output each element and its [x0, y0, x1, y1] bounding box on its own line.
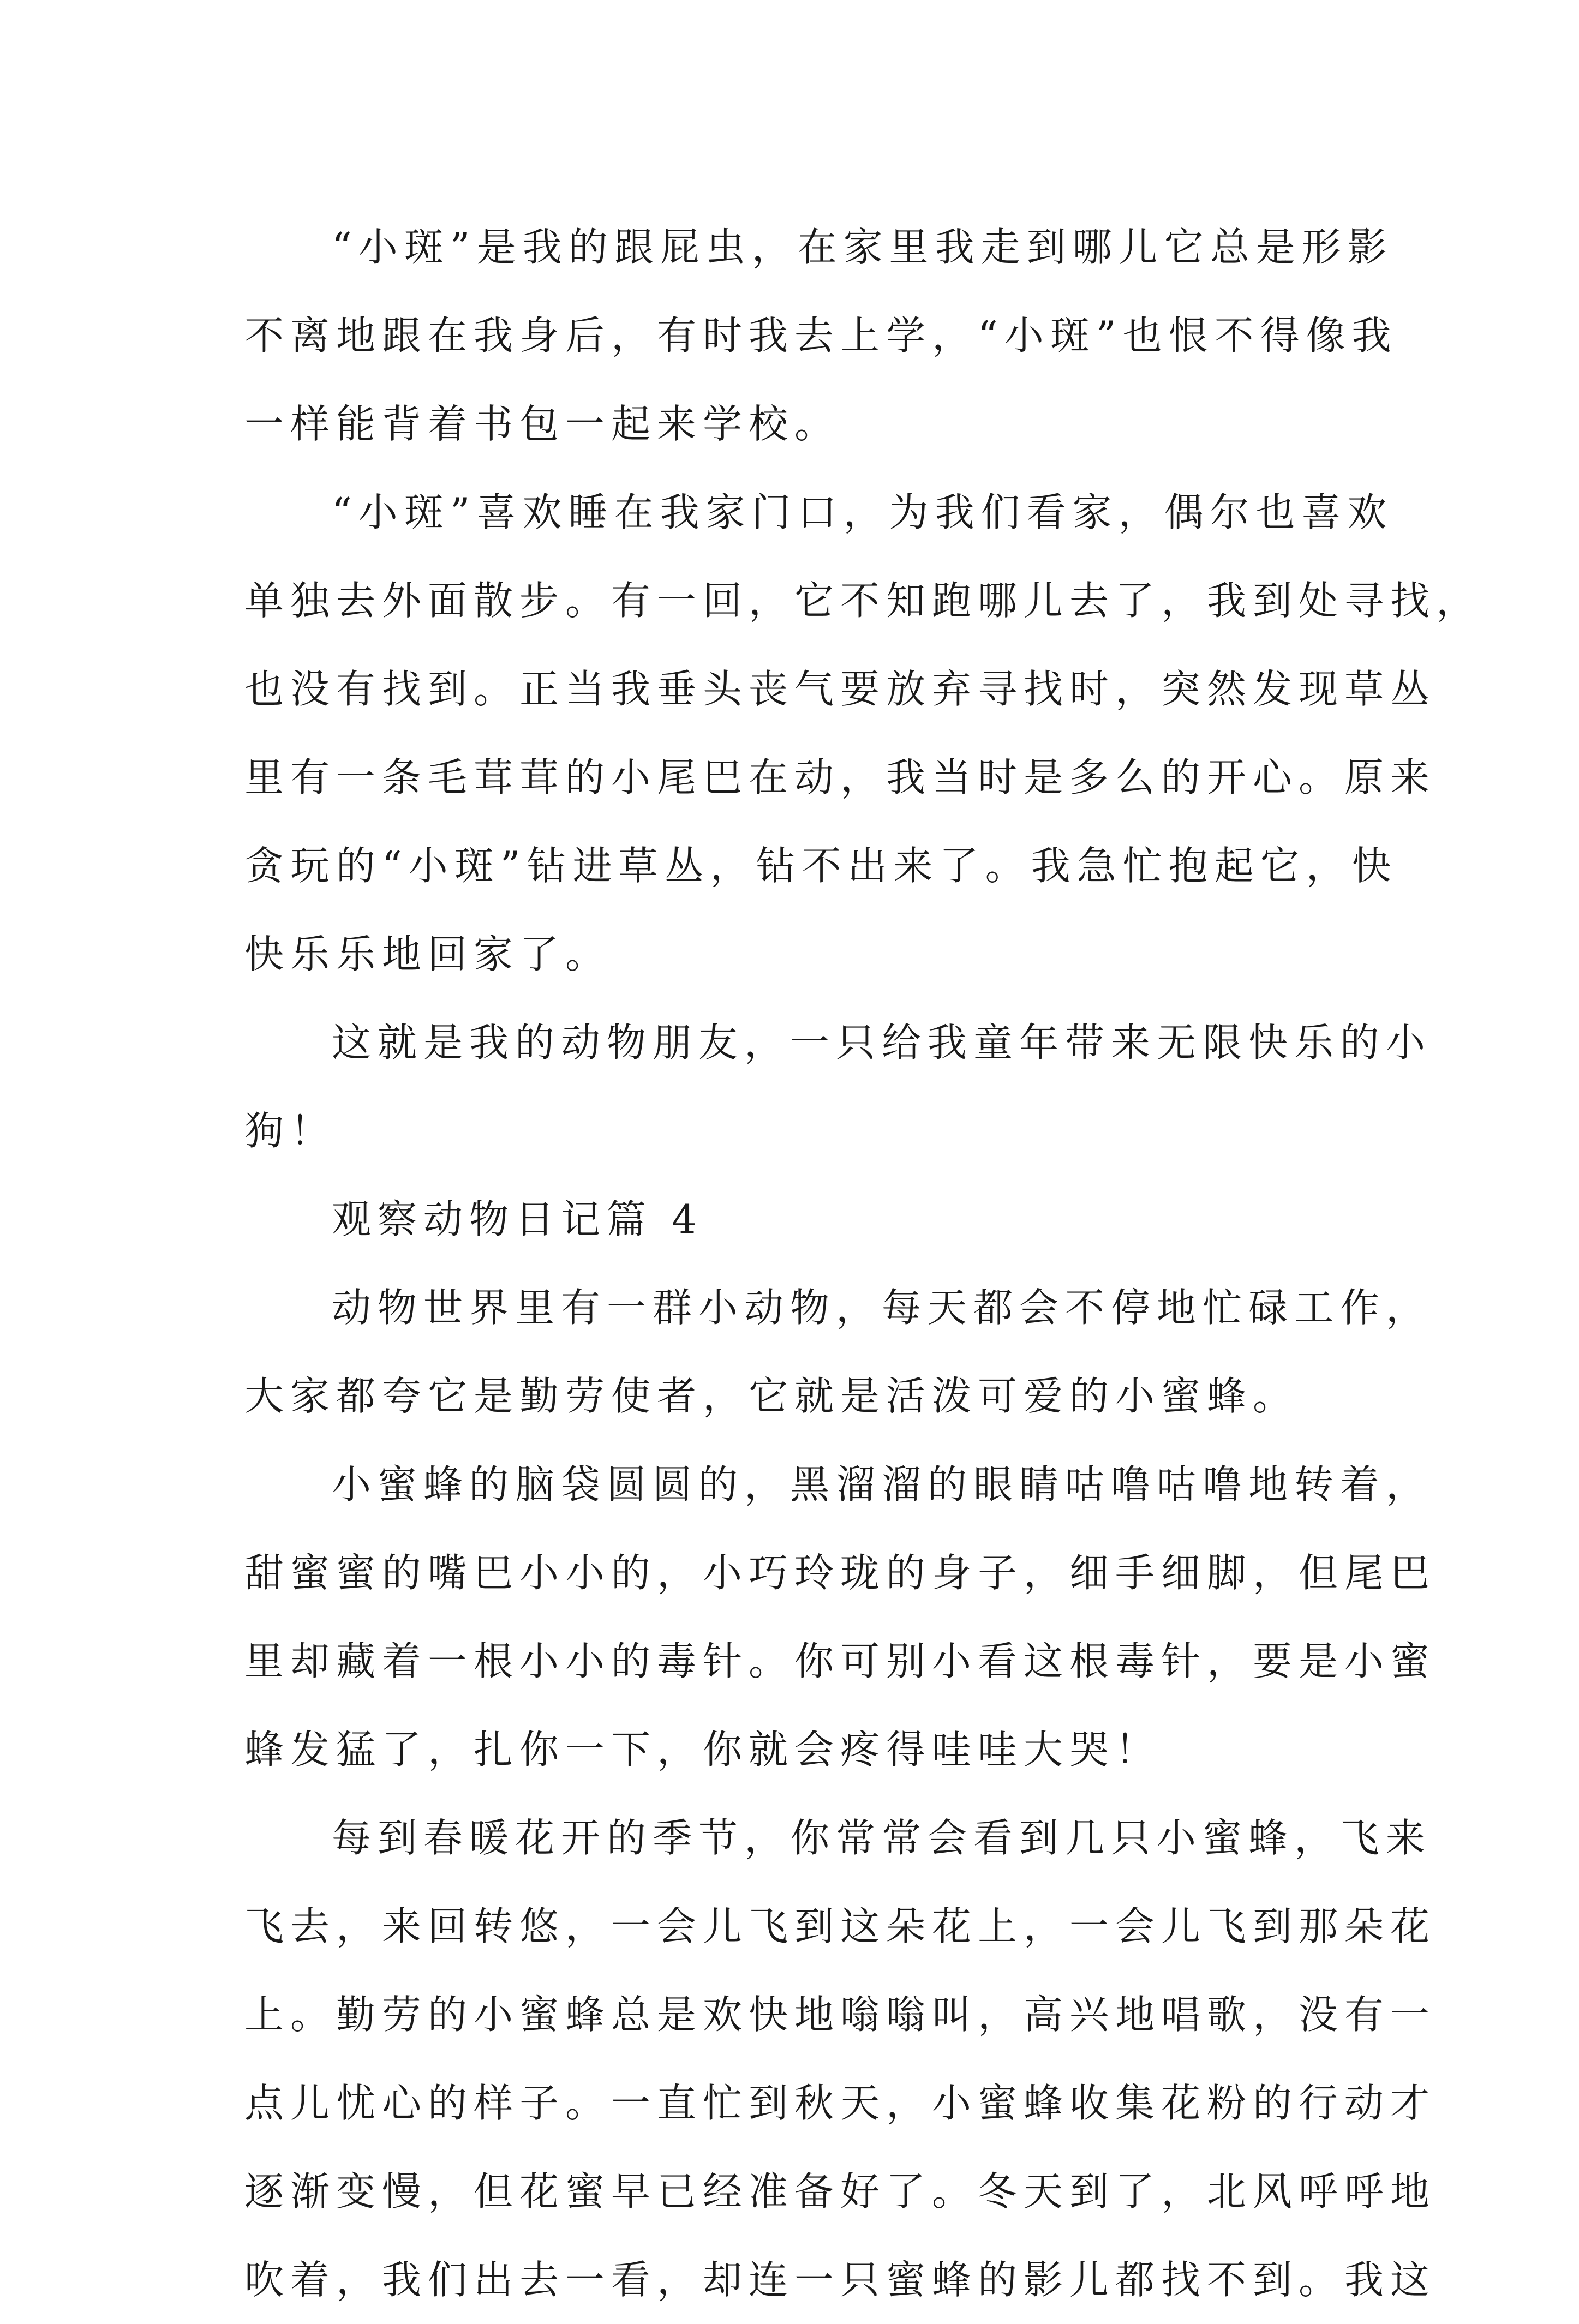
text-line: 这就是我的动物朋友，一只给我童年带来无限快乐的小: [332, 1020, 1432, 1065]
text-line: “小斑”喜欢睡在我家门口，为我们看家，偶尔也喜欢: [332, 489, 1393, 535]
text-line: 小蜜蜂的脑袋圆圆的，黑溜溜的眼睛咕噜咕噜地转着，: [332, 1462, 1432, 1507]
text-line: 一样能背着书包一起来学校。: [244, 401, 841, 447]
text-line: 里却藏着一根小小的毒针。你可别小看这根毒针，要是小蜜: [244, 1638, 1437, 1684]
text-line: 贪玩的“小斑”钻进草丛，钻不出来了。我急忙抱起它，快: [244, 843, 1398, 889]
text-line: 甜蜜蜜的嘴巴小小的，小巧玲珑的身子，细手细脚，但尾巴: [244, 1550, 1437, 1596]
section-heading: 观察动物日记篇 4: [332, 1196, 703, 1242]
text-line: 大家都夸它是勤劳使者，它就是活泼可爱的小蜜蜂。: [244, 1373, 1299, 1419]
text-line: 逐渐变慢，但花蜜早已经准备好了。冬天到了，北风呼呼地: [244, 2169, 1437, 2214]
text-line: 每到春暖花开的季节，你常常会看到几只小蜜蜂，飞来: [332, 1815, 1432, 1861]
text-line: 飞去，来回转悠，一会儿飞到这朵花上，一会儿飞到那朵花: [244, 1903, 1437, 1949]
text-line: 狗！: [244, 1108, 337, 1154]
text-line: 不离地跟在我身后，有时我去上学，“小斑”也恨不得像我: [244, 313, 1398, 358]
text-line: 点儿忧心的样子。一直忙到秋天，小蜜蜂收集花粉的行动才: [244, 2080, 1437, 2126]
text-line: 动物世界里有一群小动物，每天都会不停地忙碌工作，: [332, 1285, 1432, 1331]
text-line: “小斑”是我的跟屁虫，在家里我走到哪儿它总是形影: [332, 224, 1393, 270]
text-line: 上。勤劳的小蜜蜂总是欢快地嗡嗡叫，高兴地唱歌，没有一: [244, 1992, 1437, 2038]
text-line: 也没有找到。正当我垂头丧气要放弃寻找时，突然发现草丛: [244, 666, 1437, 712]
text-line: 单独去外面散步。有一回，它不知跑哪儿去了，我到处寻找，: [244, 578, 1482, 624]
text-line: 吹着，我们出去一看，却连一只蜜蜂的影儿都找不到。我这: [244, 2257, 1437, 2303]
text-line: 快乐乐地回家了。: [244, 931, 612, 977]
text-line: 蜂发猛了，扎你一下，你就会疼得哇哇大哭！: [244, 1727, 1162, 1772]
body-text: [244, 203, 1482, 2324]
text-line: 里有一条毛茸茸的小尾巴在动，我当时是多么的开心。原来: [244, 754, 1437, 800]
